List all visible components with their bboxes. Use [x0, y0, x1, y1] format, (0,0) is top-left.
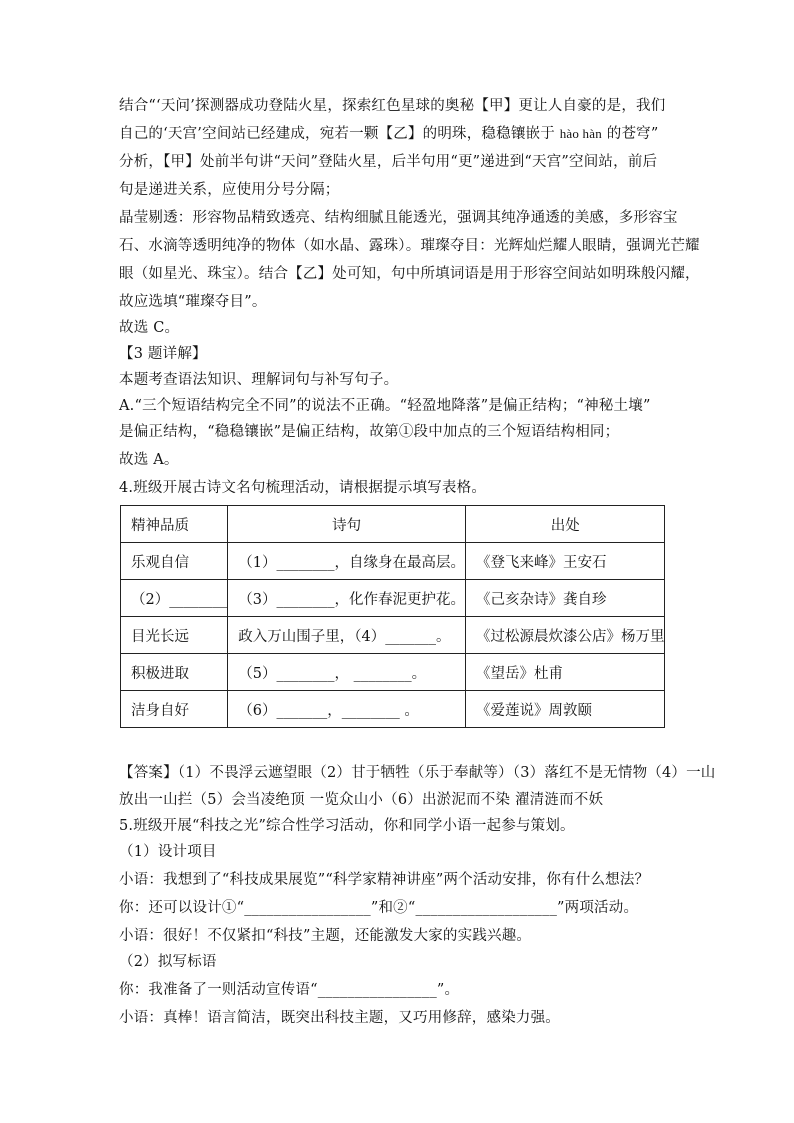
table-cell: 乐观自信 — [121, 543, 228, 580]
sub-question-heading: （1）设计项目 — [119, 844, 217, 860]
dialogue-line: 小语：真棒！语言简洁，既突出科技主题，又巧用修辞，感染力强。 — [119, 1010, 560, 1026]
table-cell: （5）________， ________。 — [228, 654, 466, 691]
paragraph-line: A.“三个短语结构完全不同”的说法不正确。“轻盈地降落”是偏正结构；“神秘土壤” — [119, 398, 651, 414]
table-header: 诗句 — [228, 506, 466, 543]
paragraph-line: 故应选填“璀璨夺目”。 — [119, 294, 267, 310]
question-5-prompt: 5.班级开展“科技之光”综合性学习活动，你和同学小语一起参与策划。 — [119, 818, 575, 834]
table-cell: 《望岳》杜甫 — [465, 654, 665, 691]
paragraph-line: 分析，【甲】处前半句讲“天问”登陆火星，后半句用“更”递进到“天宫”空间站，前后 — [119, 154, 658, 170]
dialogue-line: 你：我准备了一则活动宣传语“________________”。 — [119, 982, 460, 998]
answer-line: 放出一山拦（5）会当凌绝顶 一览众山小（6）出淤泥而不染 濯清涟而不妖 — [119, 792, 604, 808]
table-row — [121, 617, 665, 654]
paragraph-line: 眼（如星光、珠宝）。结合【乙】处可知，句中所填词语是用于形容空间站如明珠般闪耀， — [119, 266, 700, 282]
table-cell: 《过松源晨炊漆公店》杨万里 — [465, 617, 665, 654]
paragraph-line-tail: 的苍穹” — [601, 126, 659, 142]
pinyin-annotation: hào hàn — [559, 126, 602, 141]
table-row — [121, 691, 665, 728]
paragraph-line — [119, 124, 658, 144]
paragraph-line-text: 自己的‘天宫’空间站已经建成，宛若一颗【乙】的明珠，稳稳镶嵌于 — [119, 126, 560, 142]
section-heading: 【3 题详解】 — [119, 346, 207, 362]
table-row — [121, 654, 665, 691]
dialogue-line: 你：还可以设计①“_________________”和②“___________________”两项活动。 — [119, 900, 639, 916]
paragraph-line: 结合“‘天问’探测器成功登陆火星，探索红色星球的奥秘【甲】更让人自豪的是，我们 — [119, 98, 666, 114]
poem-table — [120, 505, 665, 728]
answer-line: 【答案】（1）不畏浮云遮望眼（2）甘于牺牲（乐于奉献等）（3）落红不是无情物（4）一山 — [119, 765, 716, 781]
table-row — [121, 543, 665, 580]
table-cell: 《登飞来峰》王安石 — [465, 543, 665, 580]
table-header: 精神品质 — [121, 506, 228, 543]
paragraph-line: 句是递进关系，应使用分号分隔； — [119, 182, 340, 198]
question-4-prompt: 4.班级开展古诗文名句梳理活动，请根据提示填写表格。 — [119, 480, 487, 496]
paragraph-line: 晶莹剔透：形容物品精致透亮、结构细腻且能透光，强调其纯净通透的美感，多形容宝 — [119, 210, 678, 226]
table-cell: （6）_______，________ 。 — [228, 691, 466, 728]
table-cell: 《己亥杂诗》龚自珍 — [465, 580, 665, 617]
table-header-row — [121, 506, 665, 543]
paragraph-line: 本题考查语法知识、理解词句与补写句子。 — [119, 372, 399, 388]
paragraph-line: 故选 C。 — [119, 320, 180, 336]
table-cell: （1）________，自缘身在最高层。 — [228, 543, 466, 580]
table-cell: 政入万山围子里，（4）_______。 — [228, 617, 466, 654]
dialogue-line: 小语：很好！不仅紧扣“科技”主题，还能激发大家的实践兴趣。 — [119, 928, 532, 944]
table-row — [121, 580, 665, 617]
table-cell: （2）________ — [121, 580, 228, 617]
paragraph-line: 故选 A。 — [119, 452, 179, 468]
table-cell: 洁身自好 — [121, 691, 228, 728]
table-cell: 积极进取 — [121, 654, 228, 691]
table-cell: 目光长远 — [121, 617, 228, 654]
table-cell: 《爱莲说》周敦颐 — [465, 691, 665, 728]
paragraph-line: 是偏正结构，“稳稳镶嵌”是偏正结构，故第①段中加点的三个短语结构相同； — [119, 424, 620, 440]
dialogue-line: 小语：我想到了“科技成果展览”“科学家精神讲座”两个活动安排，你有什么想法？ — [119, 872, 650, 888]
table-header: 出处 — [465, 506, 665, 543]
sub-question-heading: （2）拟写标语 — [119, 954, 217, 970]
paragraph-line: 石、水滴等透明纯净的物体（如水晶、露珠）。璀璨夺目：光辉灿烂耀人眼睛，强调光芒耀 — [119, 238, 700, 254]
table-cell: （3）________，化作春泥更护花。 — [228, 580, 466, 617]
